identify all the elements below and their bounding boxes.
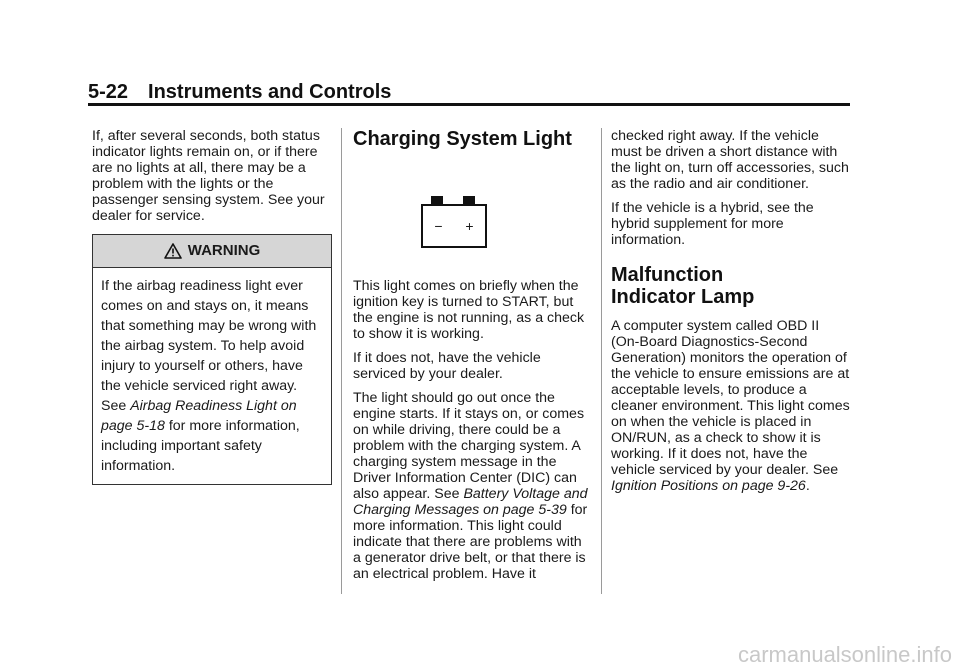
header-rule [88, 103, 850, 106]
heading-line: Indicator Lamp [611, 286, 755, 308]
watermark: carmanualsonline.info [737, 642, 952, 667]
body-paragraph [353, 390, 593, 582]
battery-body [421, 204, 487, 248]
column-divider [341, 128, 342, 594]
cross-reference-link[interactable]: Battery Voltage and Charging Messages on page 5-39 [353, 486, 588, 518]
column-3 [611, 128, 851, 502]
cross-reference-link[interactable]: Airbag Readiness Light on page 5-18 [101, 398, 297, 434]
warning-header [93, 235, 331, 268]
warning-heading: WARNING [187, 242, 261, 259]
column-2 [353, 128, 593, 590]
section-heading [611, 264, 851, 308]
section-title: Instruments and Controls [148, 81, 392, 103]
body-paragraph: If it does not, have the vehicle serviced by your dealer. [353, 350, 541, 382]
column-1 [92, 128, 332, 485]
body-text: for more information. This light could indicate that there are problems with a generator drive belt, or that there is an electrical problem. Have it [353, 502, 588, 582]
body-paragraph: This light comes on briefly when the ignition key is turned to START, but the engine is not running, as a check to show it is working. [353, 278, 585, 342]
column-divider [601, 128, 602, 594]
battery-plus: + [465, 218, 474, 234]
heading-line: Malfunction [611, 264, 724, 286]
body-text: . [805, 478, 810, 494]
battery-minus: − [434, 218, 443, 234]
warning-text-end: for more information, including important safety information. [101, 418, 300, 474]
cross-reference-link[interactable]: Ignition Positions on page 9-26 [611, 478, 806, 494]
body-paragraph: If the vehicle is a hybrid, see the hybrid supplement for more information. [611, 200, 814, 248]
warning-text: If the airbag readiness light ever comes on and stays on, it means that something may be wrong with the airbag system. To help avoid injury to yourself or others, have the vehicle serviced right away. See [101, 278, 317, 414]
battery-icon [421, 196, 487, 246]
body-text: The light should go out once the engine starts. If it stays on, or comes on while driving, there could be a problem with the charging system. A charging system message in the Driver Information Center (DIC) can also appear. See [353, 390, 585, 502]
body-paragraph: checked right away. If the vehicle must be driven a short distance with the light on, turn off accessories, such as the radio and air conditioner. [611, 128, 849, 192]
page-header [88, 80, 850, 104]
body-text: A computer system called OBD II (On-Board Diagnostics-Second Generation) monitors the operation of the vehicle to ensure emissions are at acceptable levels, to produce a cleaner environment. This light comes on when the vehicle is placed in ON/RUN, as a check to show it is working. If it does not, have the vehicle serviced by your dealer. See [611, 318, 850, 478]
warning-body [93, 268, 331, 484]
section-heading: Charging System Light [353, 128, 572, 150]
body-paragraph: If, after several seconds, both status indicator lights remain on, or if there are no lights at all, there may be a problem with the lights or the passenger sensing system. See your dealer for service. [92, 128, 325, 224]
warning-box [92, 234, 332, 485]
warning-triangle-icon [164, 243, 182, 259]
page-number: 5-22 [88, 81, 129, 103]
body-paragraph [611, 318, 851, 494]
